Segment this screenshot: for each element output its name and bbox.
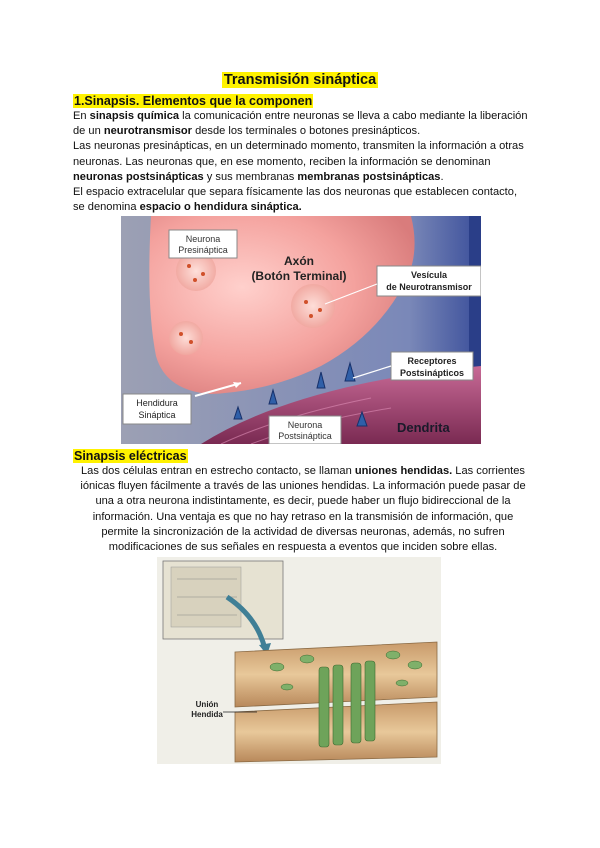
label-presynaptic-2: Presináptica [178,245,228,255]
paragraph-line: Las dos células entran en estrecho contacto, se llaman uniones hendidas. Las corrientes [81,465,525,477]
synapse-illustration [121,216,481,444]
paragraph-line: neuronas. Las neuronas que, en ese momento, reciben la información se denominan [73,155,491,168]
section1-heading: 1.Sinapsis. Elementos que la componen [74,94,313,108]
paragraph-line: se denomina espacio o hendidura sináptica. [73,201,302,214]
paragraph-line: iónicas fluyen fácilmente a través de las uniones hendidas. La información puede pasar de [80,480,526,493]
vesicle [291,284,335,328]
label-vesicle-1: Vesícula [410,270,448,280]
page-title: Transmisión sináptica [223,72,377,88]
paragraph-line: Las neuronas presinápticas, en un determinado momento, transmiten la información a otras [73,140,524,153]
label-receptors-1: Receptores [407,356,457,366]
label-cleft-1: Hendidura [136,398,178,408]
section2-heading: Sinapsis eléctricas [74,449,187,463]
connexon [333,665,343,745]
paragraph-line: de un neurotransmisor desde los terminales o botones presinápticos. [73,125,421,138]
section1-text [73,109,533,215]
gap-junction-svg [157,557,441,764]
connexon [319,667,329,747]
label-receptors-2: Postsinápticos [399,368,465,378]
section2-text [73,464,533,555]
label-union-1: Unión [195,700,219,709]
paragraph-line: información. Una ventaja es que no hay retraso en la transmisión de información, que [92,510,514,523]
paragraph-line: En sinapsis química la comunicación entre neuronas se lleva a cabo mediante la liberación [73,110,528,122]
paragraph-line: modificaciones de sus señales en respuesta a eventos que inciden sobre ellas. [108,541,498,554]
label-axon-1: Axón [284,254,314,268]
label-dendrite: Dendrita [397,420,450,435]
paragraph-line: una a otra neurona indistintamente, es decir, puede haber un flujo bidireccional de la [95,495,511,508]
paragraph-line: permite la sincronización de la actividad de diversas neuronas, además, no sufren [101,525,505,538]
synapse-svg [121,216,481,444]
label-postsynaptic-1: Neurona [287,420,323,430]
label-presynaptic-1: Neurona [185,234,221,244]
paragraph-line: neuronas postsinápticas y sus membranas membranas postsinápticas. [73,170,444,183]
label-axon-2: (Botón Terminal) [251,269,347,283]
label-union-2: Hendida [191,710,223,719]
label-postsynaptic-2: Postsináptica [278,431,332,441]
vesicle [169,321,203,355]
label-vesicle-2: de Neurotransmisor [386,282,472,292]
connexon [351,663,361,743]
label-cleft-2: Sináptica [138,410,176,420]
connexon [365,661,375,741]
gap-junction-illustration [157,557,441,764]
paragraph-line: El espacio extracelular que separa físicamente las dos neuronas que establecen contacto, [73,186,518,199]
